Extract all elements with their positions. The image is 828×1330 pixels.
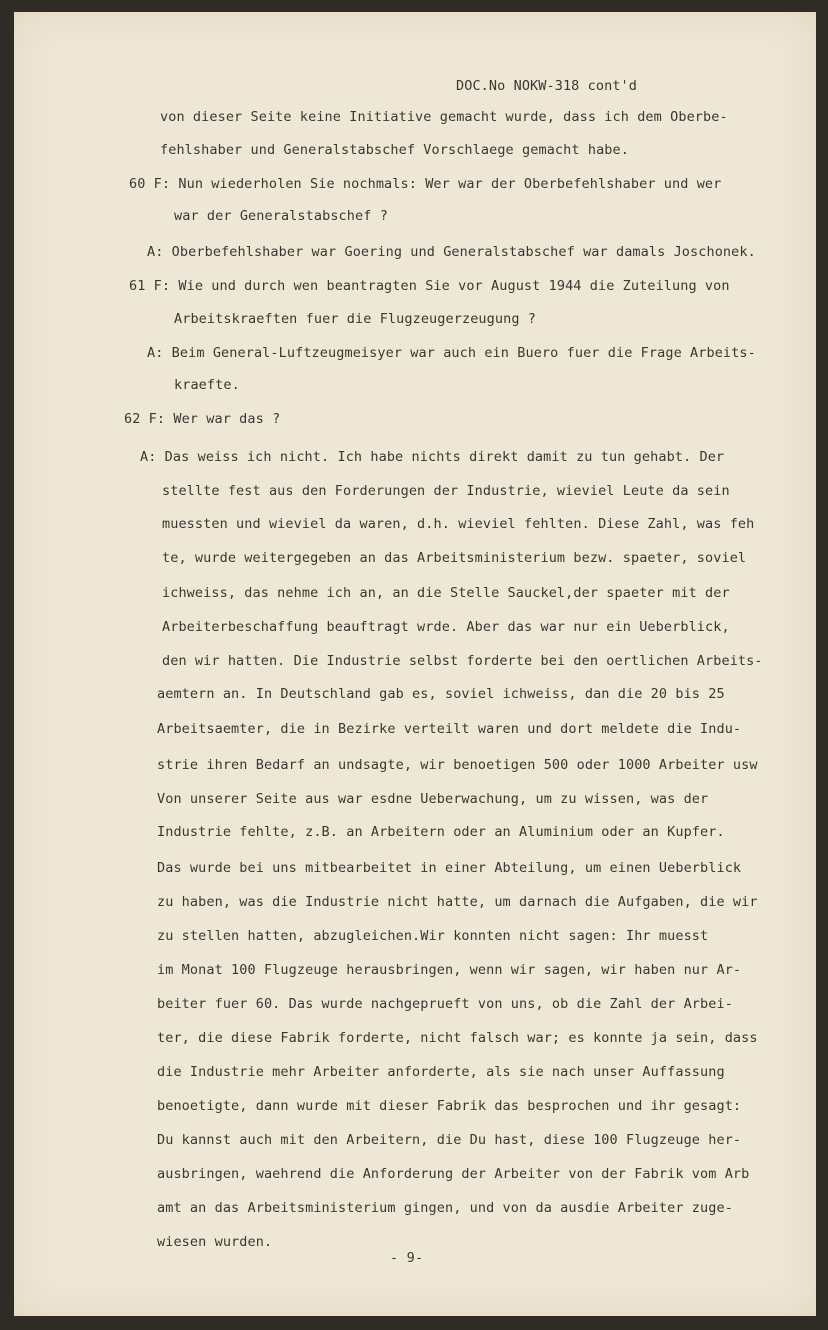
- text-line: kraefte.: [174, 377, 240, 393]
- text-line: von dieser Seite keine Initiative gemacht wurde, dass ich dem Oberbe-: [160, 109, 728, 125]
- text-line: benoetigte, dann wurde mit dieser Fabrik das besprochen und ihr gesagt:: [157, 1098, 742, 1114]
- text-line: Industrie fehlte, z.B. an Arbeitern oder an Aluminium oder an Kupfer.: [157, 824, 725, 840]
- text-line: wiesen wurden.: [157, 1234, 273, 1250]
- page-number: - 9-: [390, 1250, 424, 1266]
- text-line: im Monat 100 Flugzeuge herausbringen, wenn wir sagen, wir haben nur Ar-: [157, 962, 742, 978]
- text-line: ichweiss, das nehme ich an, an die Stelle Sauckel,der spaeter mit der: [162, 585, 730, 601]
- text-line: zu haben, was die Industrie nicht hatte, um darnach die Aufgaben, die wir: [157, 894, 758, 910]
- text-line: strie ihren Bedarf an undsagte, wir benoetigen 500 oder 1000 Arbeiter usw: [157, 757, 758, 773]
- text-line: den wir hatten. Die Industrie selbst forderte bei den oertlichen Arbeits-: [162, 653, 763, 669]
- text-line: amt an das Arbeitsministerium gingen, und von da ausdie Arbeiter zuge-: [157, 1200, 733, 1216]
- text-line: Das wurde bei uns mitbearbeitet in einer Abteilung, um einen Ueberblick: [157, 860, 742, 876]
- text-line: Arbeitsaemter, die in Bezirke verteilt waren und dort meldete die Indu-: [157, 721, 742, 737]
- question-line: 61 F: Wie und durch wen beantragten Sie vor August 1944 die Zuteilung von: [129, 278, 730, 294]
- text-line: te, wurde weitergegeben an das Arbeitsministerium bezw. spaeter, soviel: [162, 550, 747, 566]
- text-line: aemtern an. In Deutschland gab es, soviel ichweiss, dan die 20 bis 25: [157, 686, 725, 702]
- answer-line: A: Oberbefehlshaber war Goering und Generalstabschef war damals Joschonek.: [147, 244, 756, 260]
- text-line: war der Generalstabschef ?: [174, 208, 388, 224]
- document-reference: DOC.No NOKW-318 cont'd: [456, 78, 638, 94]
- question-line: 60 F: Nun wiederholen Sie nochmals: Wer war der Oberbefehlshaber und wer: [129, 176, 722, 192]
- answer-line: A: Beim General-Luftzeugmeisyer war auch ein Buero fuer die Frage Arbeits-: [147, 345, 756, 361]
- text-line: stellte fest aus den Forderungen der Industrie, wieviel Leute da sein: [162, 483, 730, 499]
- text-line: fehlshaber und Generalstabschef Vorschlaege gemacht habe.: [160, 142, 629, 158]
- text-line: ausbringen, waehrend die Anforderung der Arbeiter von der Fabrik vom Arb: [157, 1166, 750, 1182]
- answer-line: A: Das weiss ich nicht. Ich habe nichts direkt damit zu tun gehabt. Der: [140, 449, 725, 465]
- question-line: 62 F: Wer war das ?: [124, 411, 281, 427]
- text-line: zu stellen hatten, abzugleichen.Wir konnten nicht sagen: Ihr muesst: [157, 928, 709, 944]
- text-line: Du kannst auch mit den Arbeitern, die Du hast, diese 100 Flugzeuge her-: [157, 1132, 742, 1148]
- text-line: beiter fuer 60. Das wurde nachgeprueft von uns, ob die Zahl der Arbei-: [157, 996, 733, 1012]
- text-line: Arbeiterbeschaffung beauftragt wrde. Aber das war nur ein Ueberblick,: [162, 619, 730, 635]
- text-line: Arbeitskraeften fuer die Flugzeugerzeugung ?: [174, 311, 537, 327]
- text-line: die Industrie mehr Arbeiter anforderte, als sie nach unser Auffassung: [157, 1064, 725, 1080]
- text-line: ter, die diese Fabrik forderte, nicht falsch war; es konnte ja sein, dass: [157, 1030, 758, 1046]
- text-line: Von unserer Seite aus war esdne Ueberwachung, um zu wissen, was der: [157, 791, 709, 807]
- text-line: muessten und wieviel da waren, d.h. wieviel fehlten. Diese Zahl, was feh: [162, 516, 755, 532]
